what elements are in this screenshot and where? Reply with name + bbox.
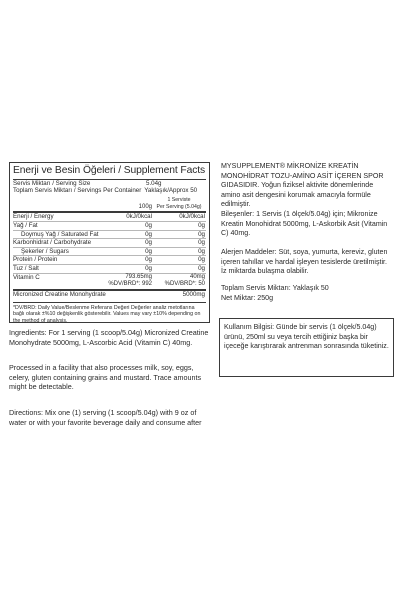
turkish-usage-box <box>219 318 394 377</box>
row-value-serving: 0g <box>198 256 205 264</box>
facts-row-carbohydrate <box>13 239 206 248</box>
col-serving-line1: 1 Serviste <box>167 196 191 203</box>
facts-row-protein <box>13 256 206 265</box>
col-100g-header: 100g <box>138 203 152 210</box>
turkish-net-amount: Net Miktar: 250g <box>221 294 274 302</box>
col-serving-header <box>152 197 206 211</box>
vitamin-c-dv-serving: %DV/BRD*: 50 <box>164 281 205 288</box>
servings-value: Yaklaşık/Approx 50 <box>144 187 198 195</box>
row-value-100g: 0g <box>145 222 152 229</box>
english-facility-note: Processed in a facility that also processes milk, soy, eggs, celery, gluten containing grains and mustard. Trace amounts might be detectable. <box>9 363 202 392</box>
row-value-100g: 0g <box>145 247 152 255</box>
facts-row-saturated-fat <box>13 231 206 240</box>
row-value-serving: 5000mg <box>182 290 205 298</box>
row-value-serving: 0g <box>198 264 205 272</box>
serving-size-value: 5.04g <box>146 180 162 187</box>
row-label: Enerji / Energy <box>13 213 54 221</box>
row-value-100g: 0g <box>145 256 152 264</box>
english-directions: Directions: Mix one (1) serving (1 scoop/5.04g) with 9 oz of water or with your favorite beverage daily and consume after <box>9 408 202 427</box>
serving-size-row <box>13 180 206 187</box>
row-value-serving: 0g <box>198 239 205 247</box>
facts-footnote: *DV/BRD: Daily Value/Beslenme Referans Değeri Değerler analiz metotlarına bağlı olarak ±%10 değişkenlik gösterebilir. Values may vary ±10% depending on the method of analysis. <box>13 302 206 324</box>
facts-row-creatine <box>13 291 206 299</box>
turkish-usage-text: Kullanım Bilgisi: Günde bir servis (1 ölçek/5.04g) ürünü, 250ml su veya tercih ettiğiniz başka bir içeceğe karıştırarak antrenman sonrasında tüketiniz. <box>224 323 389 351</box>
row-label: Vitamin C <box>13 273 40 281</box>
turkish-ingredients: Bileşenler: 1 Servis (1 ölçek/5.04g) için; Mikronize Kreatin Monohidrat 5000mg, L-Askorbik Asit (Vitamin C) 40mg. <box>221 210 388 238</box>
supplement-facts-panel <box>9 162 210 323</box>
row-label: Yağ / Fat <box>13 222 38 229</box>
row-value-serving: 0kJ/0kcal <box>179 213 205 221</box>
turkish-allergen: Alerjen Maddeler: Süt, soya, yumurta, kereviz, gluten içeren tahıllar ve hardal işleyen tesislerde üretilmiştir. İz miktarda bulaşma olabilir. <box>221 248 388 276</box>
row-value-serving: 0g <box>198 247 205 255</box>
row-label: Micronized Creatine Monohydrate <box>13 290 106 298</box>
serving-size-label: Servis Miktarı / Serving Size <box>13 180 91 187</box>
english-ingredients: Ingredients: For 1 serving (1 scoop/5.04g) Micronized Creatine Monohydrate 5000mg, L-Ascorbic Acid (Vitamin C) 40mg. <box>9 328 209 347</box>
servings-label: Toplam Servis Miktarı / Servings Per Container <box>13 187 142 195</box>
row-value-100g: 0g <box>145 239 152 247</box>
row-label: Tuz / Salt <box>13 264 39 272</box>
vitamin-c-dv-100g: %DV/BRD*: 992 <box>108 281 152 288</box>
row-value-100g: 0kJ/0kcal <box>126 213 152 221</box>
row-value-serving: 0g <box>198 230 205 238</box>
facts-row-fat <box>13 222 206 231</box>
row-value-100g: 0g <box>145 230 152 238</box>
row-value-100g: 793.65mg <box>125 273 152 280</box>
row-label: Şekerler / Sugars <box>21 247 69 255</box>
row-label: Protein / Protein <box>13 256 58 264</box>
row-value-serving: 40mg <box>189 273 205 280</box>
row-label: Doymuş Yağ / Saturated Fat <box>21 230 99 238</box>
servings-row <box>13 187 206 194</box>
facts-row-salt <box>13 265 206 274</box>
facts-column-header <box>13 195 206 211</box>
col-serving-line2: Per Serving (5.04g) <box>156 203 202 210</box>
row-label: Karbonhidrat / Carbohydrate <box>13 239 92 247</box>
turkish-total-servings: Toplam Servis Miktarı: Yaklaşık 50 <box>221 284 329 292</box>
turkish-product-description: MYSUPPLEMENT® MİKRONİZE KREATİN MONOHİDRAT TOZU-AMİNO ASİT İÇEREN SPOR GIDASIDIR. Yoğun fiziksel aktivite dönemlerinde amino asit dengesini korumak amacıyla formüle edilmiştir. <box>221 162 384 209</box>
facts-row-energy <box>13 213 206 222</box>
row-value-serving: 0g <box>198 222 205 229</box>
facts-row-sugars <box>13 248 206 257</box>
facts-row-vitamin-c-dv <box>13 281 206 291</box>
row-value-100g: 0g <box>145 264 152 272</box>
facts-row-vitamin-c <box>13 274 206 282</box>
facts-title: Enerji ve Besin Öğeleri / Supplement Facts <box>13 165 206 176</box>
